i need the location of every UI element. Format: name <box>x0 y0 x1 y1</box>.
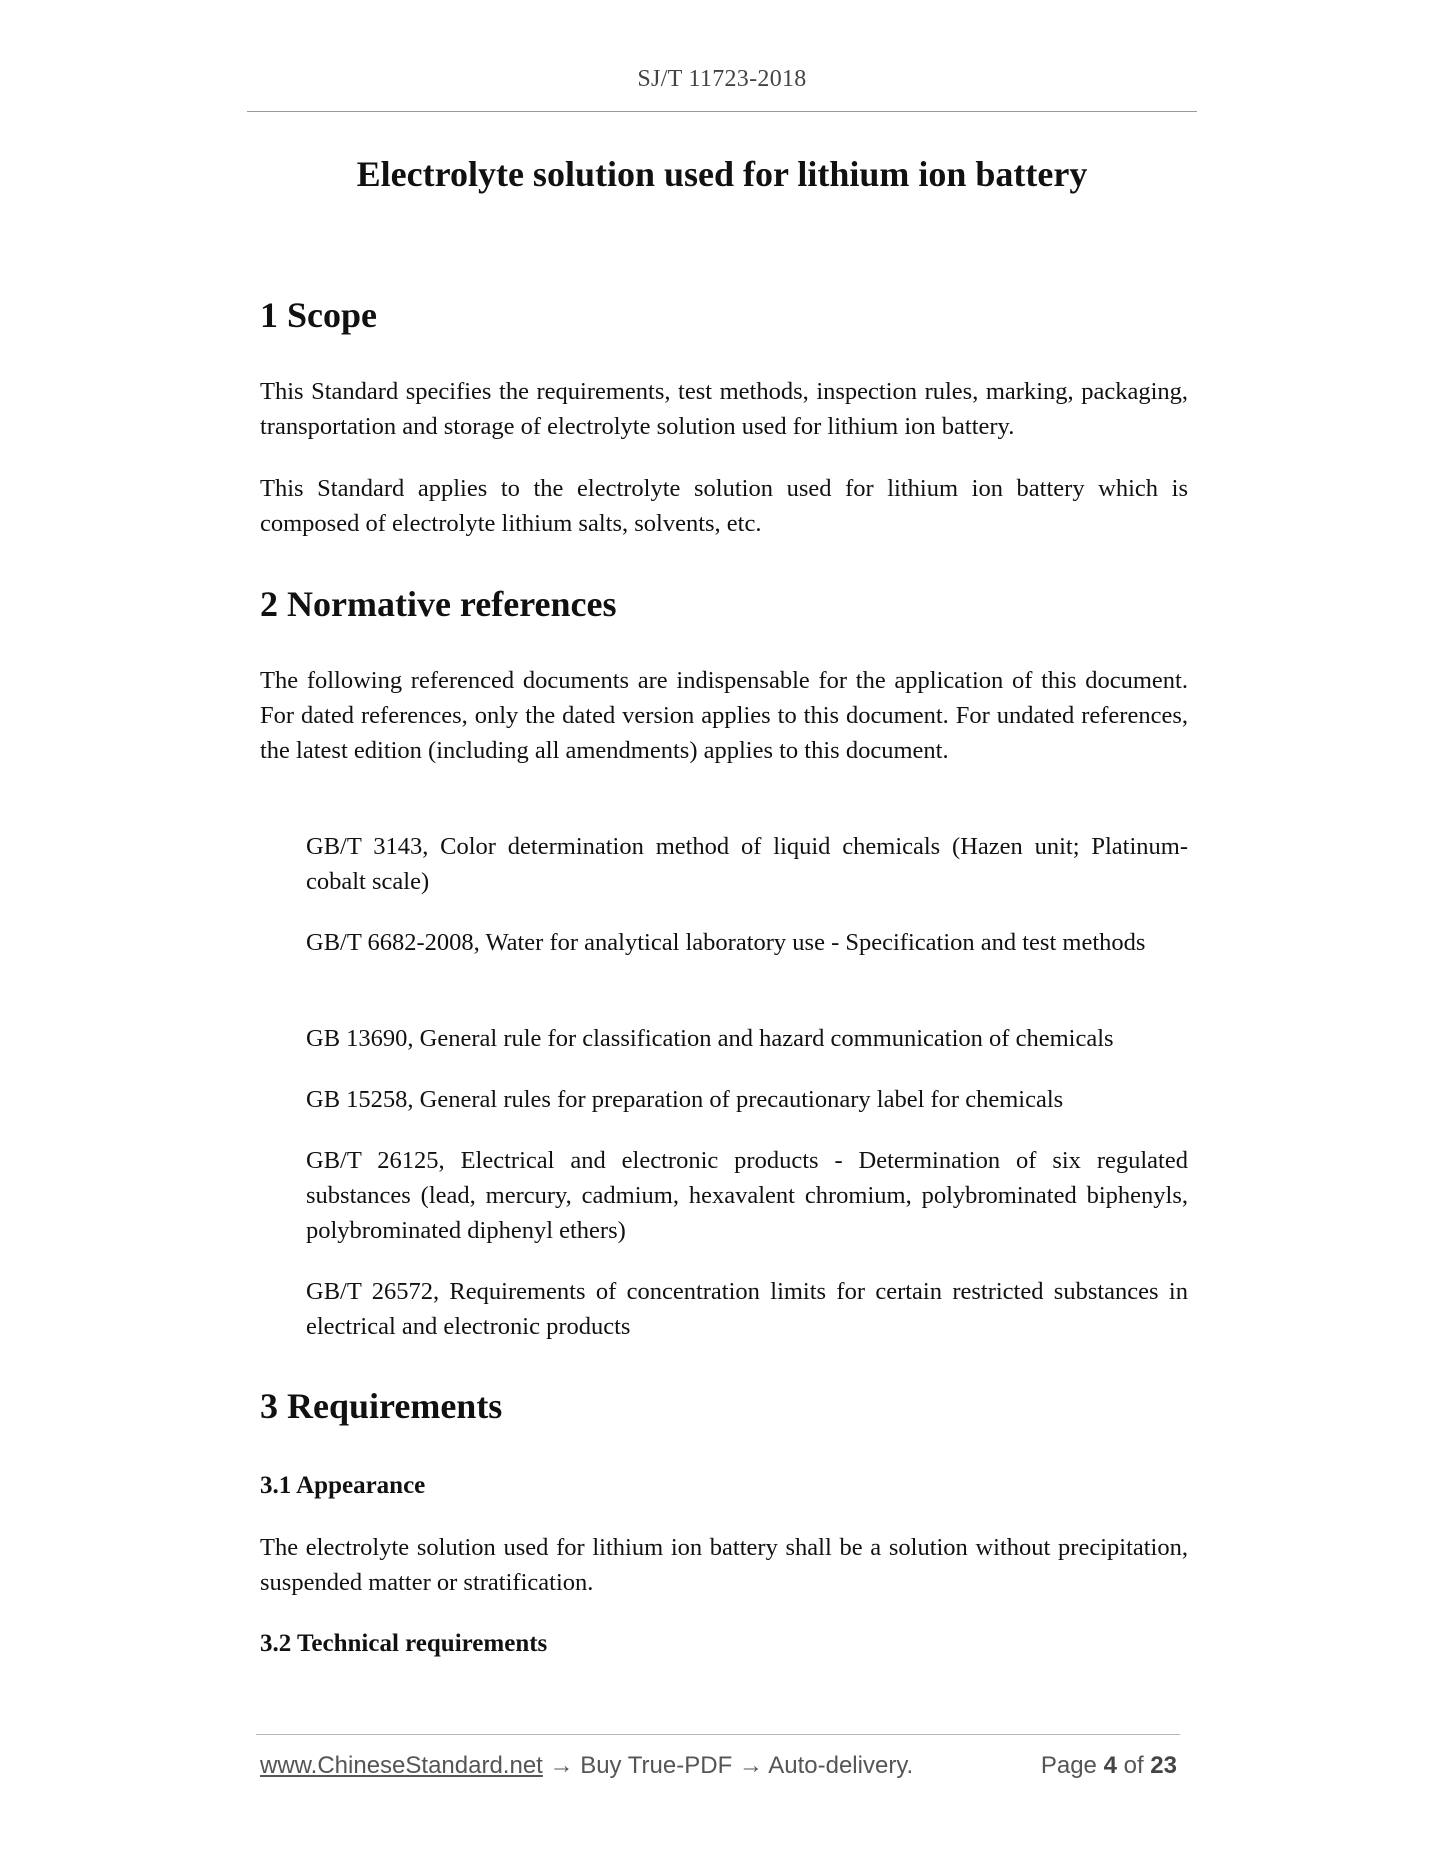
current-page-number: 4 <box>1103 1752 1117 1779</box>
reference-item: GB/T 26572, Requirements of concentration limits for certain restricted substances in electrical and electronic products <box>306 1278 1188 1340</box>
page-indicator <box>1041 1752 1177 1780</box>
reference-item: GB/T 3143, Color determination method of liquid chemicals (Hazen unit; Platinum-cobalt scale) <box>306 833 1188 895</box>
website-link[interactable]: www.ChineseStandard.net <box>260 1752 543 1779</box>
reference-item: GB/T 26125, Electrical and electronic products - Determination of six regulated substances (lead, mercury, cadmium, hexavalent chromium, polybrominated biphenyls, polybrominated diphenyl ethers) <box>306 1147 1188 1244</box>
footer-divider <box>256 1734 1180 1735</box>
scope-paragraph-1: This Standard specifies the requirements, test methods, inspection rules, marking, packaging, transportation and storage of electrolyte solution used for lithium ion battery. <box>260 378 1188 440</box>
section-3-heading: 3 Requirements <box>260 1386 503 1426</box>
page-label: Page <box>1040 1752 1097 1779</box>
arrow-right-icon: → <box>549 1752 574 1779</box>
reference-item: GB/T 6682-2008, Water for analytical laboratory use - Specification and test methods <box>306 929 1146 956</box>
subsection-3-1-heading: 3.1 Appearance <box>260 1472 426 1499</box>
subsection-3-2-heading: 3.2 Technical requirements <box>260 1630 548 1657</box>
document-title: Electrolyte solution used for lithium ion battery <box>356 154 1088 194</box>
appearance-paragraph: The electrolyte solution used for lithium ion battery shall be a solution without precipitation, suspended matter or stratification. <box>260 1534 1188 1596</box>
arrow-right-icon: → <box>738 1752 763 1779</box>
section-1-heading: 1 Scope <box>260 295 377 335</box>
scope-paragraph-2: This Standard applies to the electrolyte solution used for lithium ion battery which is composed of electrolyte lithium salts, solvents, etc. <box>260 475 1188 537</box>
auto-delivery-text: Auto-delivery. <box>768 1752 914 1779</box>
reference-item: GB 13690, General rule for classification and hazard communication of chemicals <box>306 1025 1114 1052</box>
reference-item: GB 15258, General rules for preparation of precautionary label for chemicals <box>306 1086 1064 1113</box>
buy-pdf-text: Buy True-PDF <box>580 1752 733 1779</box>
total-pages-number: 23 <box>1150 1752 1177 1779</box>
section-2-heading: 2 Normative references <box>260 584 617 624</box>
normative-intro-paragraph: The following referenced documents are indispensable for the application of this document. For dated references, only the dated version applies to this document. For undated references, the latest edition (including all amendments) applies to this document. <box>260 667 1188 764</box>
document-code: SJ/T 11723-2018 <box>637 66 807 92</box>
page-footer <box>260 1752 1180 1780</box>
header-divider <box>247 111 1197 112</box>
of-label: of <box>1123 1752 1144 1779</box>
